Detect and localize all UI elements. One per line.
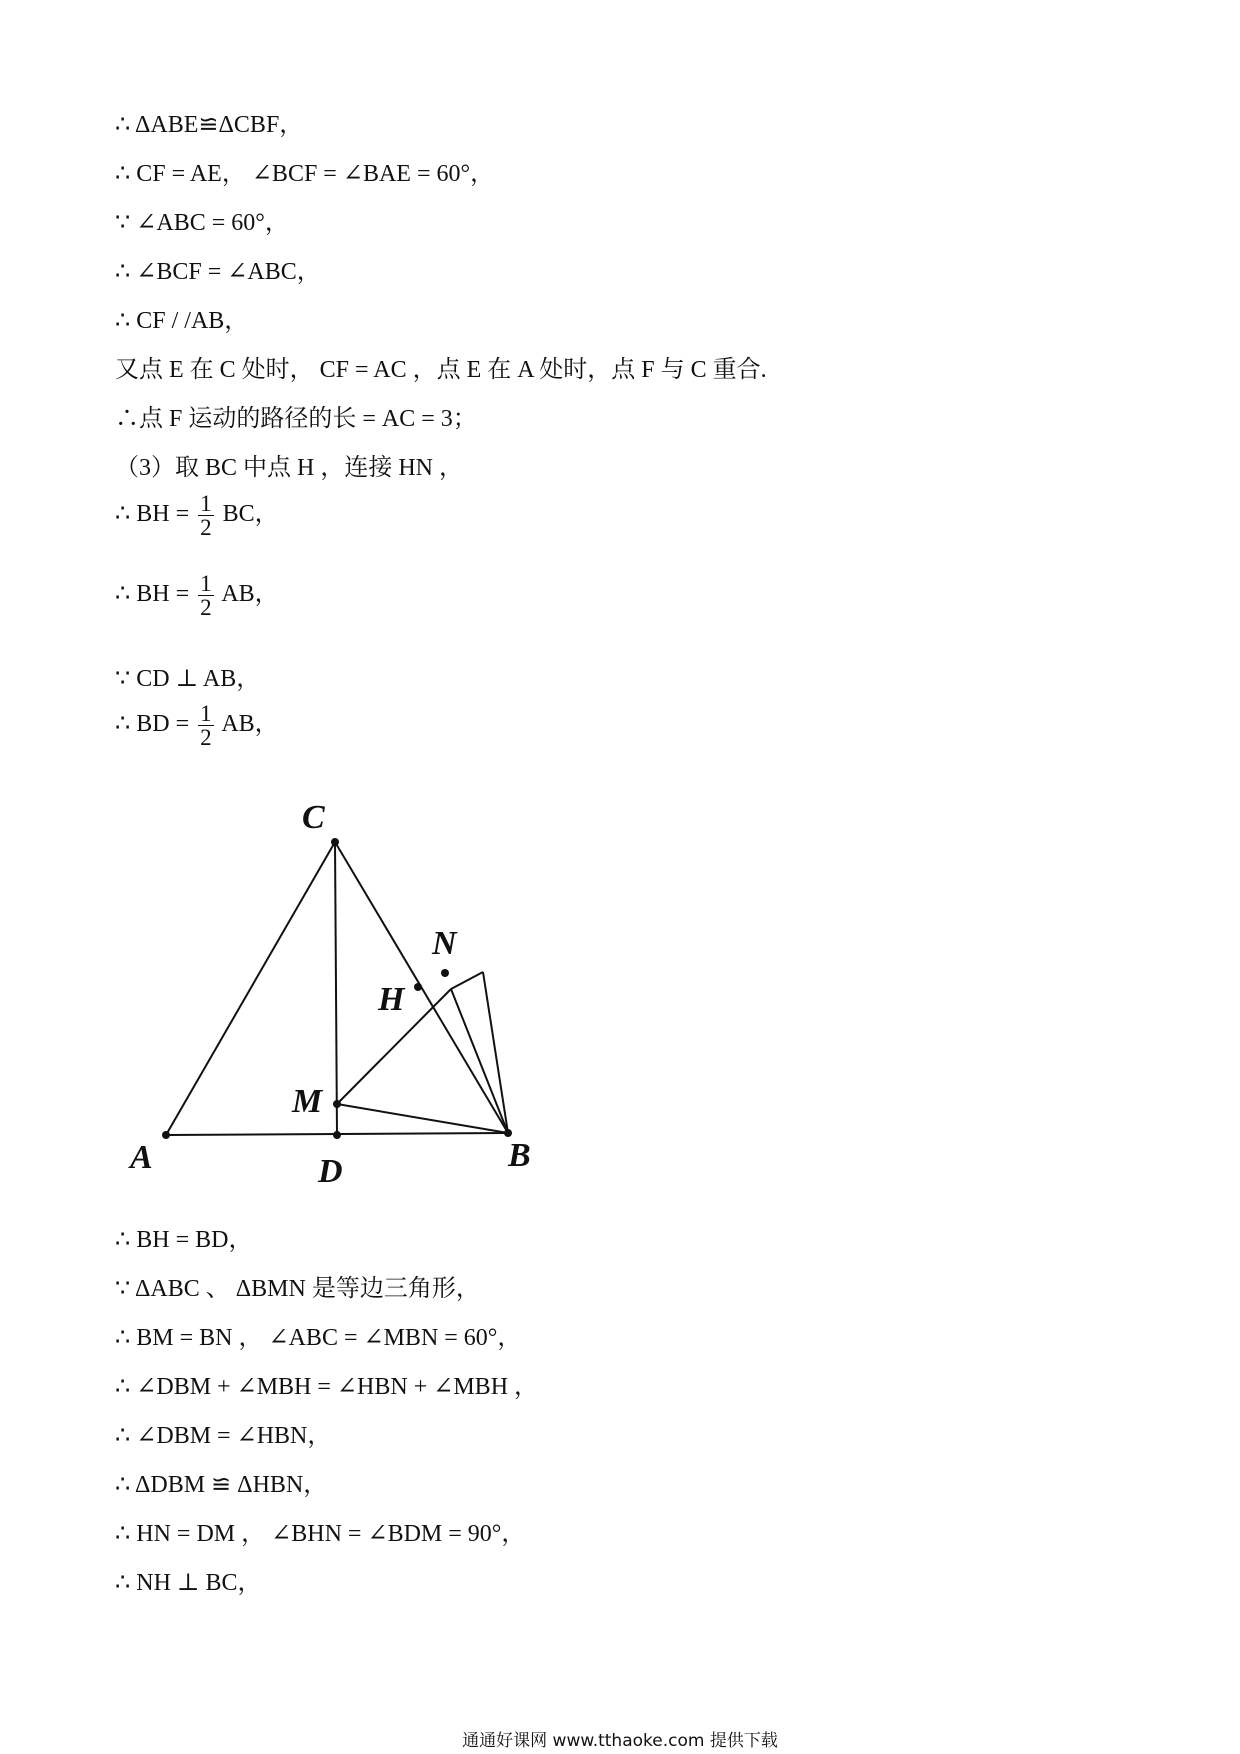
fraction-denominator: 2 (200, 595, 212, 620)
fraction-one-half (198, 702, 214, 749)
fraction-one-half (198, 492, 214, 539)
point-M (333, 1100, 341, 1108)
line-9-suffix: BC， (222, 501, 279, 528)
label-M: M (292, 1083, 323, 1120)
proof-line-14: ∵ ΔABC 、 ΔBMN 是等边三角形， (115, 1276, 480, 1302)
fraction-denominator: 2 (200, 725, 212, 750)
proof-line-13: ∴ BH = BD， (115, 1227, 253, 1253)
proof-line-8: （3）取 BC 中点 H ，连接 HN ， (115, 455, 464, 481)
proof-line-7: ∴点 F 运动的路径的长 = AC = 3； (115, 406, 477, 432)
proof-line-17: ∴ ∠DBM = ∠HBN， (115, 1423, 332, 1449)
point-A (162, 1131, 170, 1139)
segment-NB (483, 972, 508, 1133)
proof-line-10 (115, 572, 279, 619)
proof-line-16: ∴ ∠DBM + ∠MBH = ∠HBN + ∠MBH ， (115, 1374, 539, 1400)
point-D (333, 1131, 341, 1139)
fraction-one-half (198, 572, 214, 619)
proof-line-20: ∴ NH ⊥ BC， (115, 1570, 262, 1596)
label-D: D (318, 1153, 343, 1186)
line-12-suffix: AB， (221, 711, 279, 738)
proof-line-9 (115, 492, 279, 539)
point-N (441, 969, 449, 977)
line-12-prefix: ∴ BD = (115, 711, 190, 738)
proof-line-6: 又点 E 在 C 处时， CF = AC ，点 E 在 A 处时，点 F 与 C 重合. (115, 357, 767, 383)
proof-line-12 (115, 702, 279, 749)
segment-MB (337, 1104, 508, 1133)
label-C: C (302, 799, 325, 836)
fraction-numerator: 1 (200, 701, 212, 726)
segment-CD (335, 842, 337, 1135)
fraction-numerator: 1 (200, 571, 212, 596)
label-N: N (432, 925, 457, 962)
fraction-numerator: 1 (200, 491, 212, 516)
proof-line-1: ∴ ΔABE≌ΔCBF， (115, 112, 304, 138)
proof-line-19: ∴ HN = DM ， ∠BHN = ∠BDM = 90°， (115, 1521, 526, 1547)
fraction-denominator: 2 (200, 515, 212, 540)
segment-HN (451, 972, 483, 989)
page-footer: 通通好课网 www.tthaoke.com 提供下载 (462, 1731, 778, 1751)
segment-HB (451, 989, 508, 1133)
point-B (504, 1129, 512, 1137)
proof-line-4: ∴ ∠BCF = ∠ABC， (115, 259, 321, 285)
point-C (331, 838, 339, 846)
label-B: B (508, 1137, 531, 1174)
proof-line-5: ∴ CF / /AB， (115, 308, 249, 334)
proof-line-11: ∵ CD ⊥ AB， (115, 666, 261, 692)
geometry-figure (120, 786, 580, 1186)
proof-line-2: ∴ CF = AE， ∠BCF = ∠BAE = 60°， (115, 161, 495, 187)
line-9-prefix: ∴ BH = (115, 501, 190, 528)
line-10-suffix: AB， (221, 581, 279, 608)
point-H (414, 983, 422, 991)
proof-line-18: ∴ ΔDBM ≌ ΔHBN， (115, 1472, 328, 1498)
label-A: A (130, 1139, 153, 1176)
proof-line-15: ∴ BM = BN ， ∠ABC = ∠MBN = 60°， (115, 1325, 522, 1351)
line-10-prefix: ∴ BH = (115, 581, 190, 608)
proof-line-3: ∵ ∠ABC = 60°， (115, 210, 289, 236)
label-H: H (378, 981, 405, 1018)
